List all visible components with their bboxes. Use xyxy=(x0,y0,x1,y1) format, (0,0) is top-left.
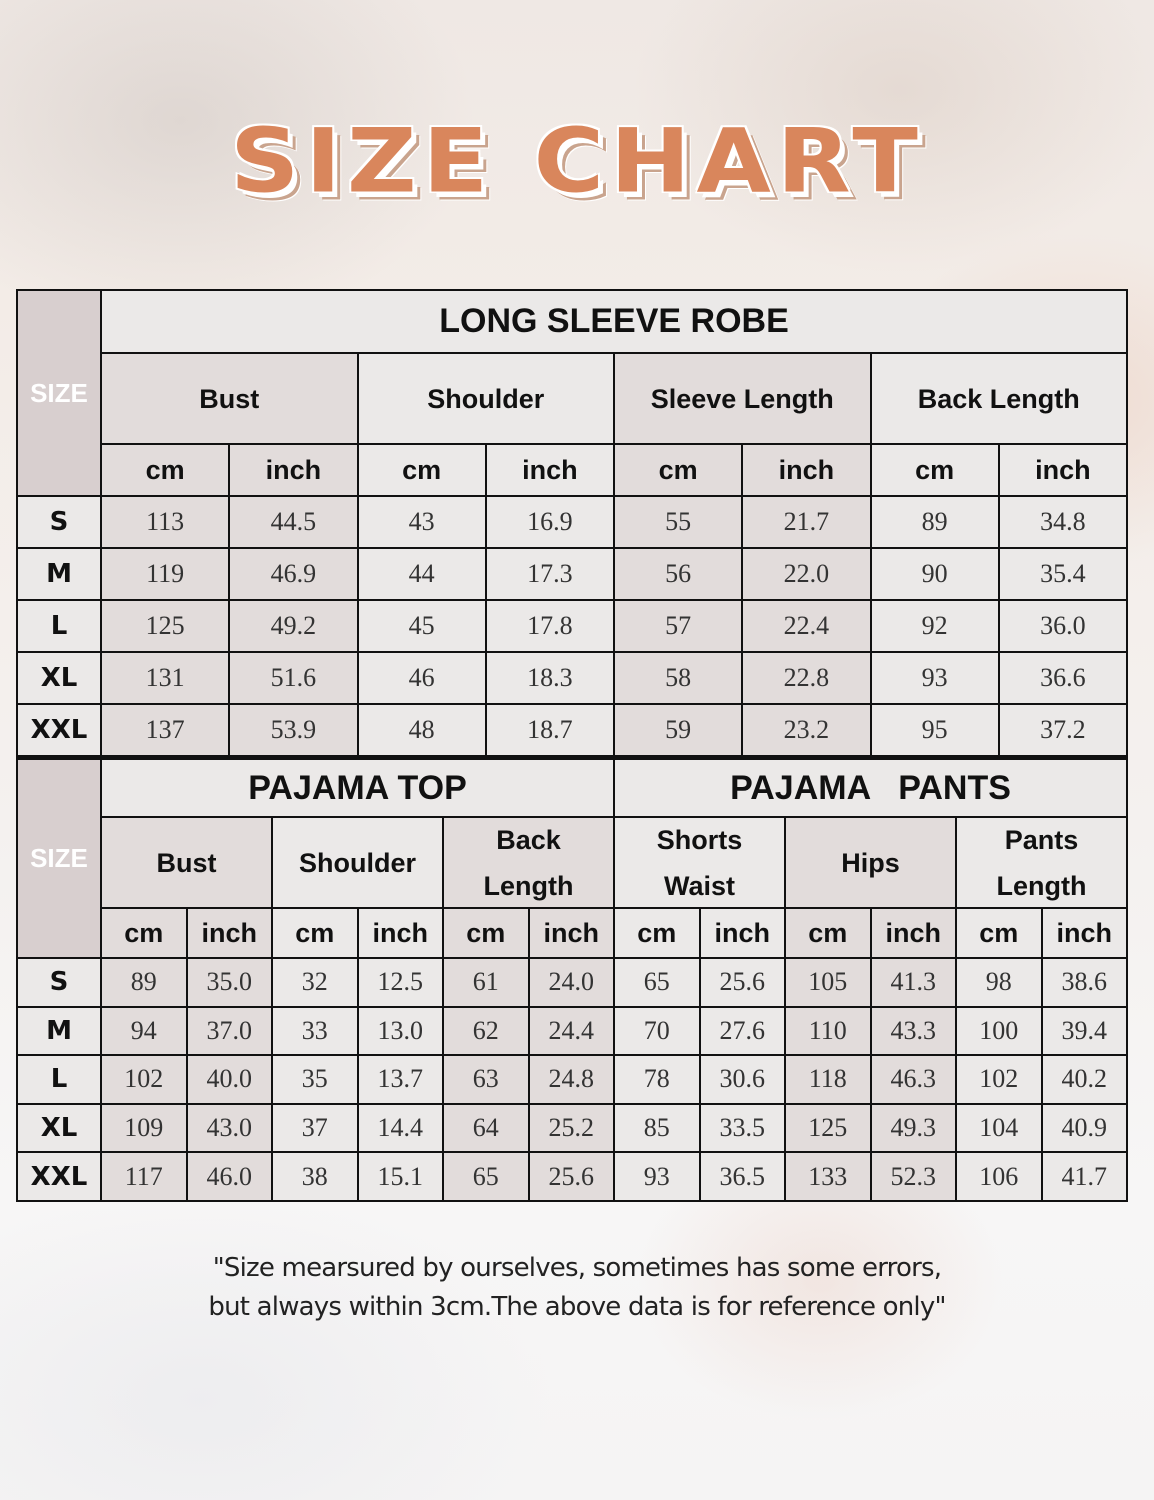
robe-cell: 34.8 xyxy=(1000,497,1126,547)
robe-cell: 125 xyxy=(102,601,228,651)
robe-cell: 36.6 xyxy=(1000,653,1126,703)
robe-cell: 44 xyxy=(359,549,485,599)
unit-inch: inch xyxy=(487,445,613,495)
pajama-group-shoulder xyxy=(273,818,442,907)
robe-cell: 21.7 xyxy=(743,497,869,547)
pajama-cell: 12.5 xyxy=(359,959,443,1006)
pajama-cell: 33 xyxy=(273,1008,357,1055)
robe-cell: 59 xyxy=(615,705,741,755)
pajama-cell: 64 xyxy=(444,1105,528,1152)
pajama-cell: 133 xyxy=(786,1153,870,1200)
pajama-cell: 30.6 xyxy=(701,1056,785,1103)
pajama-cell: 40.2 xyxy=(1043,1056,1127,1103)
pajama-cell: 37.0 xyxy=(188,1008,272,1055)
group-label: Length xyxy=(996,870,1087,901)
robe-cell: 90 xyxy=(872,549,998,599)
robe-cell: 95 xyxy=(872,705,998,755)
pajama-cell: 78 xyxy=(615,1056,699,1103)
group-label: Waist xyxy=(663,870,735,901)
pajama-cell: 125 xyxy=(786,1105,870,1152)
robe-cell: 48 xyxy=(359,705,485,755)
pajama-group-back-length xyxy=(444,818,613,907)
pajama-cell: 109 xyxy=(102,1105,186,1152)
robe-cell: 46 xyxy=(359,653,485,703)
robe-section-title: LONG SLEEVE ROBE xyxy=(102,291,1126,352)
pajama-group-hips xyxy=(786,818,955,907)
pajama-cell: 110 xyxy=(786,1008,870,1055)
pajama-cell: 89 xyxy=(102,959,186,1006)
robe-cell: 17.8 xyxy=(487,601,613,651)
unit-inch: inch xyxy=(1043,909,1127,957)
pajama-group-shorts-waist xyxy=(615,818,784,907)
disclaimer-line-1: "Size mearsured by ourselves, sometimes has some errors, xyxy=(212,1253,942,1283)
pajama-cell: 37 xyxy=(273,1105,357,1152)
pajama-cell: 117 xyxy=(102,1153,186,1200)
unit-inch: inch xyxy=(530,909,614,957)
robe-cell: 89 xyxy=(872,497,998,547)
unit-inch: inch xyxy=(1000,445,1126,495)
size-label: L xyxy=(18,1056,100,1103)
unit-inch: inch xyxy=(872,909,956,957)
unit-cm: cm xyxy=(615,909,699,957)
group-label: Shorts xyxy=(656,824,743,855)
pajama-cell: 100 xyxy=(957,1008,1041,1055)
pajama-cell: 105 xyxy=(786,959,870,1006)
pajama-cell: 41.7 xyxy=(1043,1153,1127,1200)
pajama-cell: 35 xyxy=(273,1056,357,1103)
robe-cell: 93 xyxy=(872,653,998,703)
pajama-cell: 65 xyxy=(444,1153,528,1200)
unit-cm: cm xyxy=(786,909,870,957)
pajama-cell: 13.0 xyxy=(359,1008,443,1055)
pajama-cell: 13.7 xyxy=(359,1056,443,1103)
robe-cell: 55 xyxy=(615,497,741,547)
robe-cell: 16.9 xyxy=(487,497,613,547)
robe-cell: 37.2 xyxy=(1000,705,1126,755)
robe-cell: 18.7 xyxy=(487,705,613,755)
pajama-cell: 14.4 xyxy=(359,1105,443,1152)
pajama-top-title: PAJAMA TOP xyxy=(102,760,613,816)
pajama-cell: 41.3 xyxy=(872,959,956,1006)
pajama-cell: 25.6 xyxy=(701,959,785,1006)
pajama-cell: 61 xyxy=(444,959,528,1006)
pajama-pants-title: PAJAMA PANTS xyxy=(615,760,1126,816)
robe-cell: 22.0 xyxy=(743,549,869,599)
group-label: Shoulder xyxy=(298,847,416,878)
robe-cell: 22.8 xyxy=(743,653,869,703)
robe-cell: 53.9 xyxy=(230,705,356,755)
robe-cell: 131 xyxy=(102,653,228,703)
pajama-cell: 39.4 xyxy=(1043,1008,1127,1055)
pajama-cell: 43.0 xyxy=(188,1105,272,1152)
size-label: M xyxy=(18,1008,100,1055)
pajama-cell: 40.0 xyxy=(188,1056,272,1103)
pajama-size-table xyxy=(16,757,1128,1202)
pajama-cell: 38 xyxy=(273,1153,357,1200)
group-label: Pants xyxy=(1004,824,1079,855)
pajama-group-pants-length xyxy=(957,818,1126,907)
robe-cell: 23.2 xyxy=(743,705,869,755)
pajama-cell: 49.3 xyxy=(872,1105,956,1152)
unit-inch: inch xyxy=(188,909,272,957)
pajama-cell: 25.6 xyxy=(530,1153,614,1200)
pajama-cell: 46.3 xyxy=(872,1056,956,1103)
robe-cell: 49.2 xyxy=(230,601,356,651)
robe-cell: 17.3 xyxy=(487,549,613,599)
pajama-cell: 98 xyxy=(957,959,1041,1006)
group-label: Length xyxy=(483,870,574,901)
size-chart-title: SIZE CHART xyxy=(230,109,924,213)
pajama-cell: 46.0 xyxy=(188,1153,272,1200)
robe-cell: 45 xyxy=(359,601,485,651)
robe-cell: 119 xyxy=(102,549,228,599)
robe-cell: 137 xyxy=(102,705,228,755)
pajama-cell: 33.5 xyxy=(701,1105,785,1152)
pajama-cell: 63 xyxy=(444,1056,528,1103)
unit-cm: cm xyxy=(872,445,998,495)
unit-inch: inch xyxy=(359,909,443,957)
unit-cm: cm xyxy=(102,909,186,957)
pajama-cell: 36.5 xyxy=(701,1153,785,1200)
pajama-cell: 25.2 xyxy=(530,1105,614,1152)
pajama-cell: 32 xyxy=(273,959,357,1006)
size-label: XXL xyxy=(18,1153,100,1200)
unit-cm: cm xyxy=(359,445,485,495)
pajama-cell: 24.0 xyxy=(530,959,614,1006)
robe-size-table xyxy=(16,289,1128,757)
group-label: Hips xyxy=(841,847,900,878)
size-column-header: SIZE xyxy=(18,291,100,495)
group-label: Bust xyxy=(156,847,217,878)
robe-cell: 44.5 xyxy=(230,497,356,547)
robe-cell: 36.0 xyxy=(1000,601,1126,651)
unit-cm: cm xyxy=(957,909,1041,957)
unit-cm: cm xyxy=(102,445,228,495)
pajama-cell: 40.9 xyxy=(1043,1105,1127,1152)
robe-group-bust: Bust xyxy=(102,354,357,443)
pajama-cell: 27.6 xyxy=(701,1008,785,1055)
robe-cell: 56 xyxy=(615,549,741,599)
pajama-cell: 104 xyxy=(957,1105,1041,1152)
robe-cell: 58 xyxy=(615,653,741,703)
robe-cell: 46.9 xyxy=(230,549,356,599)
size-label: S xyxy=(18,497,100,547)
robe-group-shoulder: Shoulder xyxy=(359,354,614,443)
robe-cell: 18.3 xyxy=(487,653,613,703)
pajama-cell: 62 xyxy=(444,1008,528,1055)
pajama-group-bust xyxy=(102,818,271,907)
size-label: XL xyxy=(18,1105,100,1152)
pajama-cell: 118 xyxy=(786,1056,870,1103)
robe-cell: 35.4 xyxy=(1000,549,1126,599)
pajama-cell: 65 xyxy=(615,959,699,1006)
pajama-cell: 94 xyxy=(102,1008,186,1055)
unit-inch: inch xyxy=(701,909,785,957)
pajama-cell: 43.3 xyxy=(872,1008,956,1055)
robe-cell: 113 xyxy=(102,497,228,547)
robe-group-back-length: Back Length xyxy=(872,354,1127,443)
unit-inch: inch xyxy=(230,445,356,495)
pajama-cell: 24.8 xyxy=(530,1056,614,1103)
pajama-cell: 93 xyxy=(615,1153,699,1200)
unit-cm: cm xyxy=(615,445,741,495)
pajama-cell: 70 xyxy=(615,1008,699,1055)
robe-cell: 22.4 xyxy=(743,601,869,651)
size-label: S xyxy=(18,959,100,1006)
pajama-cell: 102 xyxy=(102,1056,186,1103)
robe-cell: 51.6 xyxy=(230,653,356,703)
pajama-cell: 15.1 xyxy=(359,1153,443,1200)
pajama-cell: 52.3 xyxy=(872,1153,956,1200)
unit-inch: inch xyxy=(743,445,869,495)
pajama-cell: 24.4 xyxy=(530,1008,614,1055)
robe-cell: 92 xyxy=(872,601,998,651)
robe-cell: 57 xyxy=(615,601,741,651)
group-label: Back xyxy=(496,824,561,855)
size-label: M xyxy=(18,549,100,599)
size-label: XXL xyxy=(18,705,100,755)
unit-cm: cm xyxy=(273,909,357,957)
unit-cm: cm xyxy=(444,909,528,957)
robe-cell: 43 xyxy=(359,497,485,547)
pajama-cell: 35.0 xyxy=(188,959,272,1006)
size-label: L xyxy=(18,601,100,651)
pajama-cell: 106 xyxy=(957,1153,1041,1200)
disclaimer-line-2: but always within 3cm.The above data is for reference only" xyxy=(208,1292,946,1322)
size-column-header: SIZE xyxy=(18,760,100,957)
pajama-cell: 102 xyxy=(957,1056,1041,1103)
size-label: XL xyxy=(18,653,100,703)
pajama-cell: 38.6 xyxy=(1043,959,1127,1006)
pajama-cell: 85 xyxy=(615,1105,699,1152)
robe-group-sleeve-length: Sleeve Length xyxy=(615,354,870,443)
